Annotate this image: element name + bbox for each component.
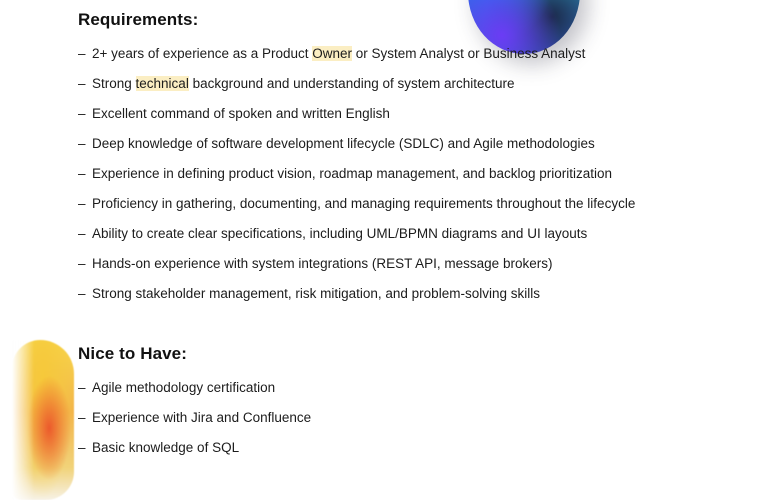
list-item-text: Proficiency in gathering, documenting, and managing requirements throughout the lifecycle	[92, 196, 636, 211]
highlighted-term: technical	[135, 76, 189, 91]
dash-bullet: –	[78, 380, 86, 395]
list-item-text: Deep knowledge of software development lifecycle (SDLC) and Agile methodologies	[92, 136, 595, 151]
dash-bullet: –	[78, 76, 86, 91]
list-item-text: Experience with Jira and Confluence	[92, 410, 312, 425]
dash-bullet: –	[78, 410, 86, 425]
list-item	[78, 136, 738, 166]
nice-to-have-section	[78, 343, 738, 470]
list-item	[78, 286, 738, 316]
list-item	[78, 76, 738, 106]
list-item-text: Excellent command of spoken and written English	[92, 106, 390, 121]
nice-to-have-heading: Nice to Have:	[78, 344, 188, 363]
dash-bullet: –	[78, 166, 86, 181]
dash-bullet: –	[78, 136, 86, 151]
nice-to-have-list	[78, 380, 738, 470]
list-item-text: Strong technical background and understanding of system architecture	[92, 76, 515, 91]
dash-bullet: –	[78, 46, 86, 61]
list-item	[78, 256, 738, 286]
list-item	[78, 166, 738, 196]
list-item-text: Hands-on experience with system integrations (REST API, message brokers)	[92, 256, 553, 271]
dash-bullet: –	[78, 256, 86, 271]
highlighted-term: Owner	[312, 46, 353, 61]
list-item	[78, 106, 738, 136]
requirements-list	[78, 46, 738, 316]
list-item	[78, 440, 738, 470]
list-item-text: Experience in defining product vision, roadmap management, and backlog prioritization	[92, 166, 613, 181]
dash-bullet: –	[78, 196, 86, 211]
list-item	[78, 196, 738, 226]
requirements-heading: Requirements:	[78, 10, 199, 29]
dash-bullet: –	[78, 226, 86, 241]
list-item-text: Agile methodology certification	[92, 380, 276, 395]
dash-bullet: –	[78, 440, 86, 455]
dash-bullet: –	[78, 286, 86, 301]
list-item	[78, 410, 738, 440]
list-item	[78, 226, 738, 256]
list-item-text: Basic knowledge of SQL	[92, 440, 240, 455]
requirements-section	[78, 9, 738, 316]
list-item-text: 2+ years of experience as a Product Owner or System Analyst or Business Analyst	[92, 46, 586, 61]
list-item	[78, 46, 738, 76]
list-item-text: Strong stakeholder management, risk mitigation, and problem-solving skills	[92, 286, 540, 301]
list-item	[78, 380, 738, 410]
decorative-blob-graphic	[12, 340, 74, 500]
dash-bullet: –	[78, 106, 86, 121]
list-item-text: Ability to create clear specifications, including UML/BPMN diagrams and UI layouts	[92, 226, 588, 241]
